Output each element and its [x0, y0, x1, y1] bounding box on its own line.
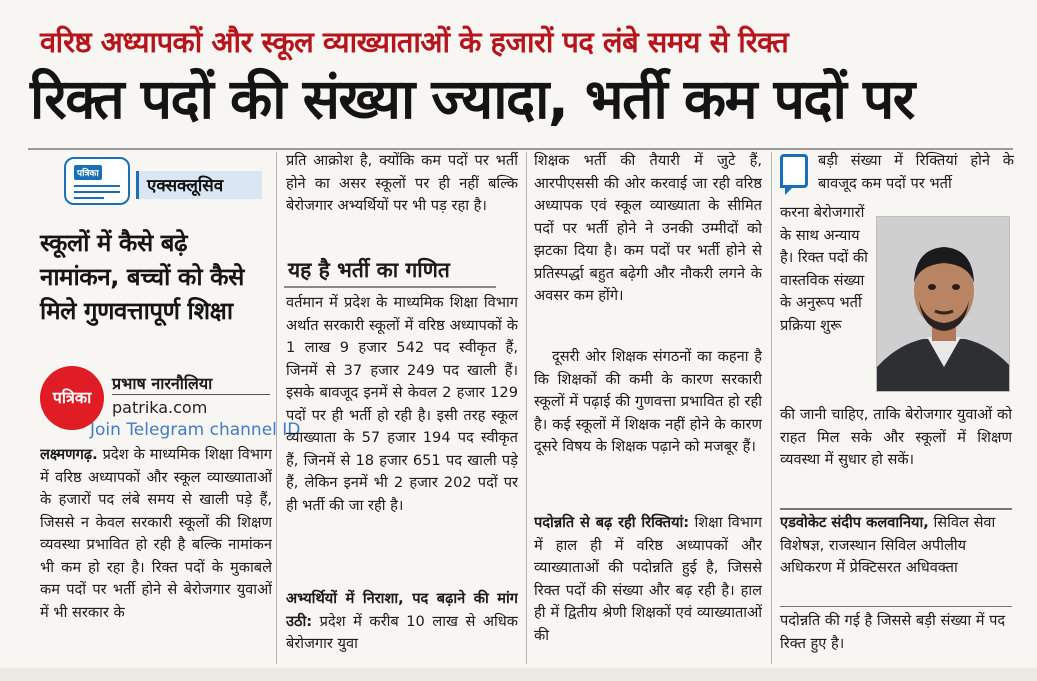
exclusive-label: एक्सक्लूसिव: [136, 171, 262, 199]
quote-icon: [780, 154, 808, 188]
kicker-headline: वरिष्ठ अध्यापकों और स्कूल व्याख्याताओं के हजारों पद लंबे समय से रिक्त: [40, 25, 789, 59]
quote-attribution: [780, 512, 1012, 600]
attribution-name: एडवोकेट संदीप कलवानिया,: [780, 514, 929, 531]
column-divider: [771, 152, 772, 664]
patrika-logo: पत्रिका: [40, 366, 104, 430]
site-url: patrika.com: [112, 398, 208, 417]
newspaper-icon: [64, 157, 130, 205]
telegram-watermark: Join Telegram channel ID: [90, 420, 301, 440]
quote-middle: करना बेरोजगारों के साथ अन्याय है। रिक्त पदों की वास्तविक संख्या के अनुरूप भर्ती प्रक्रिया शुरू: [780, 204, 868, 334]
attribution-role: सिविल सेवा विशेषज्ञ, राजस्थान सिविल अपीलीय अधिकरण में प्रेक्टिसरत अधिवक्ता: [780, 514, 996, 576]
quote-opening: बड़ी संख्या में रिक्तियां होने के बावजूद कम पदों पर भर्ती: [818, 152, 1014, 192]
exclusive-badge: [40, 157, 262, 205]
attribution-divider: [780, 508, 1012, 510]
quote-closing: की जानी चाहिए, ताकि बेरोजगार युवाओं को राहत मिल सके और स्कूलों में शिक्षण व्यवस्था में सुधार हो सकें।: [780, 406, 1012, 468]
dateline: लक्ष्मणगढ़.: [40, 446, 98, 463]
promotion-text: शिक्षा विभाग में हाल ही में वरिष्ठ अध्यापकों और व्याख्याताओं की पदोन्नति हुई है, जिससे रिक्त पदों की संख्या और बढ़ रही है। हाल ही में द्वितीय श्रेणी शिक्षकों एवं व्याख्याताओं की: [534, 514, 762, 644]
author-underline: [112, 394, 270, 395]
column-1-text: प्रदेश के माध्यमिक शिक्षा विभाग में वरिष्ठ अध्यापकों और स्कूल व्याख्याताओं के हजारों पद लंबे समय से खाली पड़े हैं, जिससे न केवल सरकारी स्कूलों की शिक्षण व्यवस्था प्रभावित हो रही है बल्कि नामांकन भी कम हो रहा है। रिक्त पदों के मुकाबले कम पदों पर भर्ती होने से बेरोजगार युवाओं में भी सरकार के: [40, 446, 272, 621]
sub-section-text: प्रदेश में करीब 10 लाख से अधिक बेरोजगार युवा: [286, 612, 518, 652]
main-headline: रिक्त पदों की संख्या ज्यादा, भर्ती कम पदों पर: [30, 67, 914, 131]
newspaper-icon-label: पत्रिका: [74, 165, 102, 180]
column-3-para-3: [534, 512, 762, 664]
column-divider: [526, 152, 527, 664]
promotion-lead: पदोन्नति से बढ़ रही रिक्तियां:: [534, 514, 690, 531]
sub-section-lead: अभ्यर्थियों में निराशा, पद बढ़ाने की मांग उठी:: [286, 590, 518, 630]
column-1-body: [40, 444, 272, 666]
closing-note: पदोन्नति की गई है जिससे बड़ी संख्या में पद रिक्त हुए है।: [780, 612, 1006, 652]
column-2-top: प्रति आक्रोश है, क्योंकि कम पदों पर भर्ती होने का असर स्कूलों पर ही नहीं बल्कि बेरोजगार अभ्यर्थियों पर भी पड़ रहा है।: [286, 152, 518, 214]
note-divider: [780, 606, 1012, 607]
column-3-para-2-text: दूसरी ओर शिक्षक संगठनों का कहना है कि शिक्षकों की कमी के कारण सरकारी स्कूलों में पढ़ाई की गुणवत्ता प्रभावित हो रही है। कई स्कूलों में शिक्षक नहीं होने के कारण दूसरे विषय के शिक्षक पढ़ाने को मजबूर हैं।: [534, 348, 762, 455]
column-3-para-2: [534, 346, 762, 512]
person-photo-illustration: [877, 217, 1010, 392]
column-2-body: वर्तमान में प्रदेश के माध्यमिक शिक्षा विभाग अर्थात सरकारी स्कूलों में वरिष्ठ अध्यापकों के 1 लाख 9 हजार 542 पद स्वीकृत हैं, जिनमें से 37 हजार 249 पद खाली हैं। इसके बावजूद इनमें से केवल 2 हजार 129 पदों पर ही भर्ती हो रही है। इसी तरह स्कूल व्याख्याता के 57 हजार 194 पद स्वीकृत हैं, जिनमें से 18 हजार 651 पद खाली पड़े हैं, लेकिन इनमें भी 2 हजार 202 पदों पर ही भर्ती की जा रही है।: [286, 294, 518, 514]
author-name: प्रभाष नारनौलिया: [112, 374, 213, 393]
section-heading: यह है भर्ती का गणित: [284, 254, 496, 288]
column-3-para-1: शिक्षक भर्ती की तैयारी में जुटे हैं, आरपीएससी की ओर करवाई जा रही वरिष्ठ अध्यापक एवं स्कूल व्याख्याता के सीमित पदों पर भर्ती होने ने उनकी उम्मीदों को झटका दिया है। कम पदों पर भर्ती होने से प्रतिस्पर्द्धा बहुत बढ़ेगी और नौकरी लगने के अवसर कम होंगे।: [534, 152, 762, 304]
page-bottom-edge: [0, 668, 1037, 681]
author-photo: [876, 216, 1010, 392]
sub-headline: स्कूलों में कैसे बढ़े नामांकन, बच्चों को कैसे मिले गुणवत्तापूर्ण शिक्षा: [40, 229, 244, 325]
column-2-bottom: [286, 588, 518, 664]
